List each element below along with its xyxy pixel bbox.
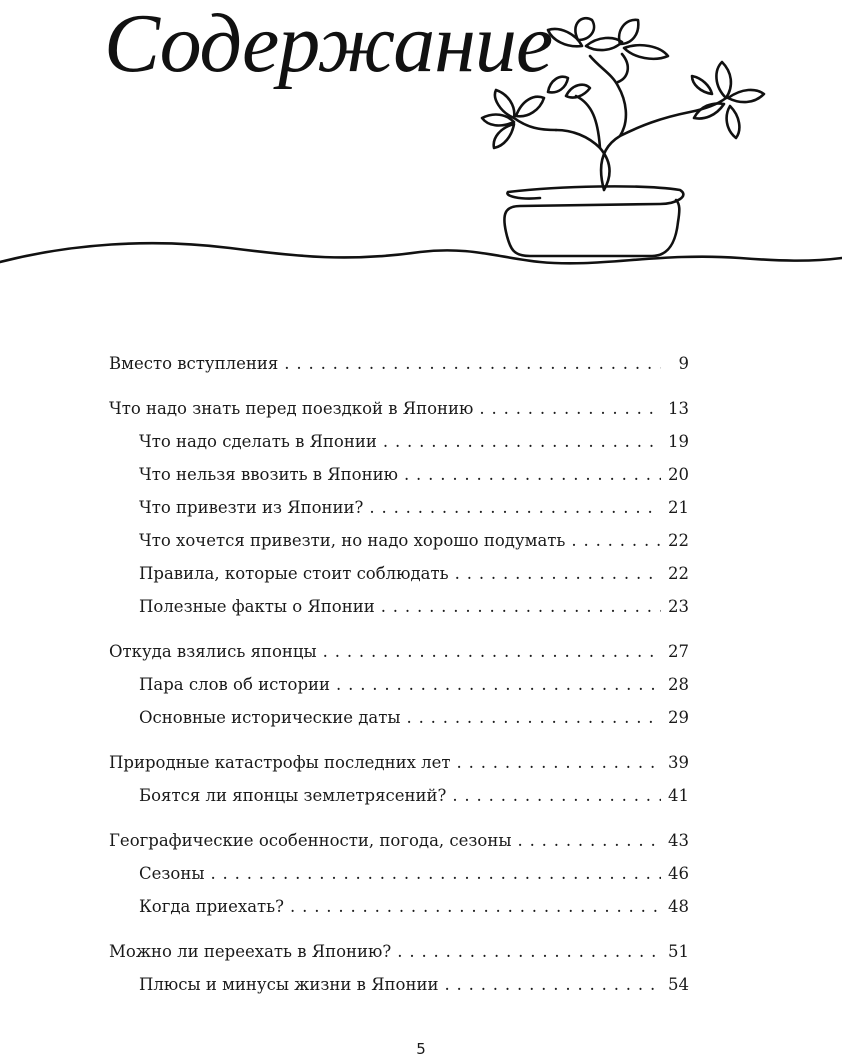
- dot-leader: [383, 425, 661, 458]
- toc-subentry[interactable]: [109, 425, 689, 458]
- toc-entry-page: 21: [668, 498, 689, 517]
- toc-subentry[interactable]: [109, 857, 689, 890]
- toc-subentry[interactable]: [109, 890, 689, 923]
- toc-entry-page: 28: [668, 675, 689, 694]
- toc-subentry[interactable]: [109, 779, 689, 812]
- toc-entry-title: Природные катастрофы последних лет: [109, 753, 451, 772]
- page-number: 5: [416, 1040, 426, 1058]
- wave-line: [0, 243, 842, 263]
- page-title: Содержание: [104, 0, 553, 90]
- leaf-cluster-right: [692, 62, 764, 138]
- toc-subentry[interactable]: [109, 524, 689, 557]
- toc-subentry[interactable]: [109, 701, 689, 734]
- toc-entry-title: Что привезти из Японии?: [139, 498, 364, 517]
- toc-entry-page: 51: [668, 942, 689, 961]
- toc-entry-title: Когда приехать?: [139, 897, 285, 916]
- dot-leader: [479, 392, 661, 425]
- toc-entry-title: Можно ли переехать в Японию?: [109, 942, 392, 961]
- toc-entry-title: Сезоны: [139, 864, 205, 883]
- toc-entry-page: 22: [668, 531, 689, 550]
- toc-entry-page: 27: [668, 642, 689, 661]
- toc-entry-title: Основные исторические даты: [139, 708, 401, 727]
- dot-leader: [457, 746, 661, 779]
- leaf-cluster-left: [482, 77, 590, 148]
- toc-entry-page: 19: [668, 432, 689, 451]
- dot-leader: [381, 590, 661, 623]
- toc-entry-page: 48: [668, 897, 689, 916]
- dot-leader: [452, 779, 661, 812]
- toc-entry-page: 13: [668, 399, 689, 418]
- toc-entry-page: 46: [668, 864, 689, 883]
- toc-entry-page: 20: [668, 465, 689, 484]
- dot-leader: [517, 824, 661, 857]
- toc-entry[interactable]: [109, 347, 689, 380]
- toc-entry-title: Откуда взялись японцы: [109, 642, 317, 661]
- toc-entry-title: Плюсы и минусы жизни в Японии: [139, 975, 439, 994]
- toc-entry-page: 39: [668, 753, 689, 772]
- dot-leader: [336, 668, 661, 701]
- toc-entry-title: Что надо знать перед поездкой в Японию: [109, 399, 474, 418]
- toc-entry[interactable]: [109, 635, 689, 668]
- dot-leader: [404, 458, 661, 491]
- toc-subentry[interactable]: [109, 968, 689, 1001]
- dot-leader: [406, 701, 661, 734]
- dot-leader: [397, 935, 661, 968]
- dot-leader: [369, 491, 661, 524]
- toc-entry-page: 41: [668, 786, 689, 805]
- toc-entry[interactable]: [109, 824, 689, 857]
- dot-leader: [323, 635, 661, 668]
- toc-entry-page: 22: [668, 564, 689, 583]
- toc-entry-title: Что нельзя ввозить в Японию: [139, 465, 398, 484]
- dot-leader: [210, 857, 661, 890]
- dot-leader: [455, 557, 661, 590]
- toc-entry-title: Что хочется привезти, но надо хорошо подумать: [139, 531, 566, 550]
- table-of-contents: [109, 347, 689, 1001]
- dot-leader: [290, 890, 661, 923]
- toc-entry-page: 54: [668, 975, 689, 994]
- dot-leader: [444, 968, 661, 1001]
- toc-subentry[interactable]: [109, 458, 689, 491]
- toc-entry-title: Географические особенности, погода, сезоны: [109, 831, 512, 850]
- toc-entry-title: Правила, которые стоит соблюдать: [139, 564, 449, 583]
- toc-subentry[interactable]: [109, 491, 689, 524]
- toc-entry-page: 23: [668, 597, 689, 616]
- toc-entry-title: Пара слов об истории: [139, 675, 331, 694]
- dot-leader: [284, 347, 661, 380]
- toc-subentry[interactable]: [109, 557, 689, 590]
- toc-entry[interactable]: [109, 392, 689, 425]
- toc-entry-page: 29: [668, 708, 689, 727]
- bonsai-illustration: [0, 0, 842, 280]
- toc-entry-title: Полезные факты о Японии: [139, 597, 375, 616]
- pot-outline: [504, 186, 683, 256]
- toc-entry-page: 9: [678, 354, 689, 373]
- toc-entry-title: Вместо вступления: [109, 354, 279, 373]
- toc-entry[interactable]: [109, 935, 689, 968]
- toc-entry-title: Что надо сделать в Японии: [139, 432, 377, 451]
- trunk: [556, 56, 726, 190]
- toc-subentry[interactable]: [109, 668, 689, 701]
- dot-leader: [571, 524, 661, 557]
- toc-entry-page: 43: [668, 831, 689, 850]
- toc-entry[interactable]: [109, 746, 689, 779]
- toc-subentry[interactable]: [109, 590, 689, 623]
- toc-entry-title: Боятся ли японцы землетрясений?: [139, 786, 447, 805]
